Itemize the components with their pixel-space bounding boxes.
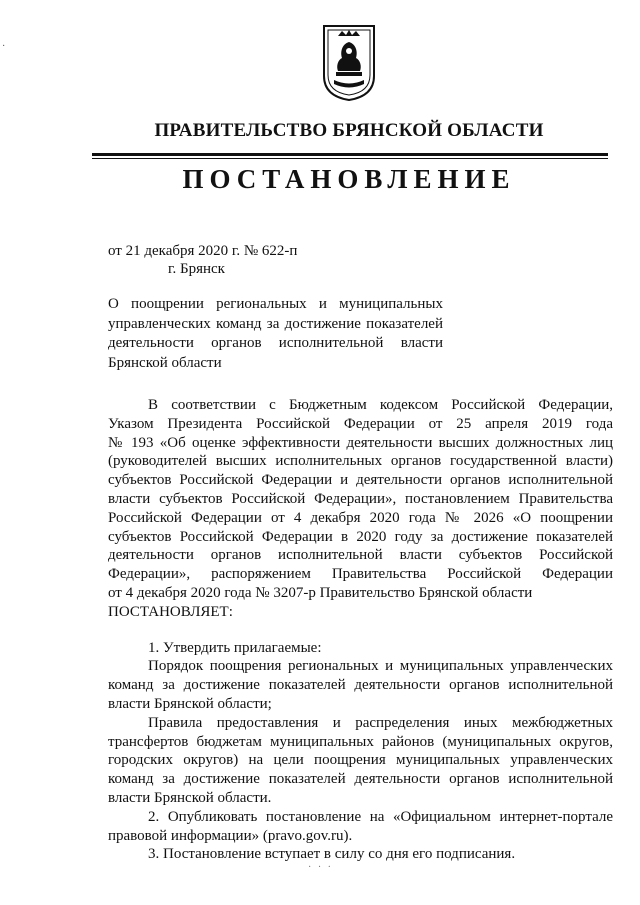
- header-divider-thin: [92, 158, 608, 159]
- preamble-line: № 193 «Об оценке эффективности деятельности высших должностных лиц: [108, 434, 613, 451]
- subject-line: управленческих команд за достижение показателей: [108, 315, 443, 332]
- document-type-title: ПОСТАНОВЛЕНИЕ: [182, 164, 516, 194]
- header-divider-thick: [92, 153, 608, 156]
- org-title: ПРАВИТЕЛЬСТВО БРЯНСКОЙ ОБЛАСТИ: [154, 120, 544, 141]
- preamble-line: от 4 декабря 2020 года № 3207-р Правительство Брянской области: [108, 584, 533, 601]
- item-1b-line: Правила предоставления и распределения иных межбюджетных: [148, 714, 613, 731]
- preamble-line: (руководителей высших исполнительных органов государственной власти): [108, 453, 613, 470]
- document-body: [108, 396, 613, 864]
- resolution-word: ПОСТАНОВЛЯЕТ:: [108, 603, 233, 620]
- item-2-line: правовой информации» (pravo.gov.ru).: [108, 827, 353, 844]
- item-1b-line: городских округов) на цели поощрения муниципальных управленческих: [108, 752, 613, 769]
- document-city: г. Брянск: [168, 261, 225, 277]
- preamble-line: Российской Федерации от 4 декабря 2020 года № 2026 «О поощрении: [108, 509, 613, 526]
- subject-line: О поощрении региональных и муниципальных: [108, 296, 443, 312]
- item-1b-line: трансфертов бюджетам муниципальных районов (муниципальных округов,: [108, 733, 613, 750]
- subject-line: деятельности органов исполнительной власти: [108, 335, 443, 351]
- preamble-line: В соответствии с Бюджетным кодексом Российской Федерации,: [148, 397, 613, 413]
- scan-edge-mark: ·: [2, 41, 6, 52]
- preamble-line: власти субъектов Российской Федерации», постановлением Правительства: [108, 490, 613, 507]
- item-1a-line: власти Брянской области;: [108, 695, 272, 712]
- document-subject: [108, 295, 443, 373]
- subject-line: Брянской области: [108, 354, 222, 371]
- item-2-line: 2. Опубликовать постановление на «Официальном интернет-портале: [148, 808, 613, 825]
- scan-artifact-dots: · · ·: [308, 862, 333, 873]
- preamble-line: субъектов Российской Федерации в 2020 году за достижение показателей: [108, 528, 613, 545]
- item-1a-line: Порядок поощрения региональных и муниципальных управленческих: [148, 658, 613, 675]
- preamble-line: Указом Президента Российской Федерации от 25 апреля 2019 года: [108, 415, 613, 432]
- bryansk-coat-of-arms-icon: [322, 24, 376, 102]
- item-1b-line: власти Брянской области.: [108, 789, 272, 806]
- preamble-line: субъектов Российской Федерации и деятельности органов исполнительной: [108, 472, 613, 489]
- document-date-number: от 21 декабря 2020 г. № 622-п: [108, 243, 298, 259]
- item-1b-line: команд за достижение показателей деятельности органов исполнительной: [108, 771, 613, 788]
- item-1-title: 1. Утвердить прилагаемые:: [148, 639, 322, 656]
- item-1a-line: команд за достижение показателей деятельности органов исполнительной: [108, 677, 613, 694]
- item-3-line: 3. Постановление вступает в силу со дня его подписания.: [148, 846, 516, 863]
- preamble-line: деятельности органов исполнительной власти субъектов Российской: [108, 547, 613, 564]
- preamble-line: Федерации», распоряжением Правительства Российской Федерации: [108, 566, 613, 583]
